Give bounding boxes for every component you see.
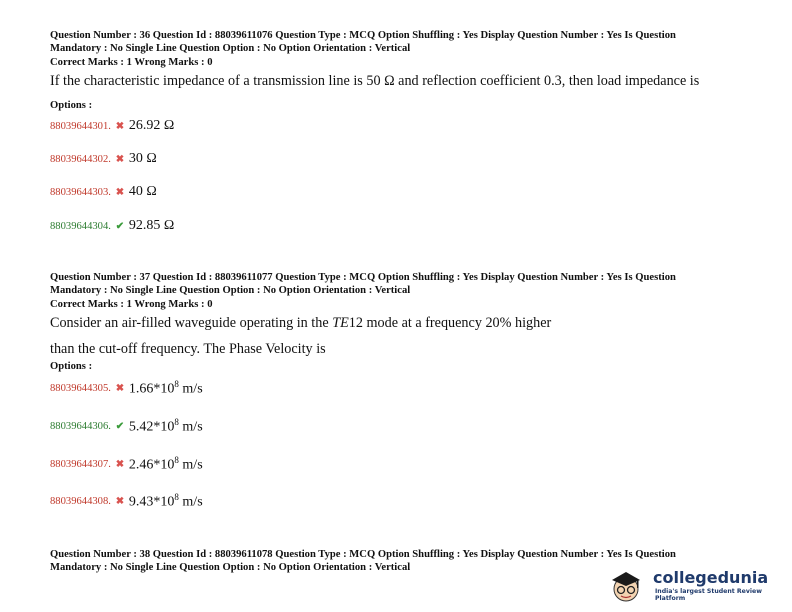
option-value: 40 Ω	[128, 184, 157, 199]
option-id: 88039644306.	[50, 420, 111, 432]
option-value: 92.85 Ω	[128, 218, 175, 233]
q36-options-label: Options :	[50, 100, 93, 111]
q37-meta-line1: Question Number : 37 Question Id : 88039611077 Question Type : MCQ Option Shuffling : Yes Display Question Number : Yes Is Question	[50, 272, 676, 283]
q36-option-1	[50, 117, 174, 135]
q37-option-2	[50, 417, 203, 435]
q36-meta-line1: Question Number : 36 Question Id : 88039611076 Question Type : MCQ Option Shuffling : Yes Display Question Number : Yes Is Question	[50, 30, 676, 41]
mascot-icon	[612, 572, 640, 601]
brand-tagline: India's largest Student Review Platform	[655, 588, 762, 602]
cross-mark-icon: ✖	[115, 120, 125, 132]
q37-question-text-line2: than the cut-off frequency. The Phase Velocity is	[50, 341, 326, 357]
q37-options-label: Options :	[50, 361, 93, 372]
option-value: $1.66*10^8$ m/s	[128, 378, 203, 397]
option-id: 88039644307.	[50, 458, 111, 470]
option-value: 26.92 Ω	[128, 118, 175, 133]
option-id: 88039644308.	[50, 495, 111, 507]
brand-name: collegedunia	[653, 568, 769, 587]
option-id: 88039644301.	[50, 120, 111, 132]
check-mark-icon: ✔	[115, 220, 125, 232]
option-id: 88039644305.	[50, 382, 111, 394]
q36-option-3	[50, 183, 157, 201]
q36-option-4	[50, 217, 174, 235]
q38-meta-line2: Mandatory : No Single Line Question Option : No Option Orientation : Vertical	[50, 562, 411, 573]
q36-marks: Correct Marks : 1 Wrong Marks : 0	[50, 57, 213, 68]
check-mark-icon: ✔	[115, 420, 125, 432]
cross-mark-icon: ✖	[115, 153, 125, 165]
option-value: $9.43*10^8$ m/s	[128, 491, 203, 510]
q38-meta-line1: Question Number : 38 Question Id : 88039611078 Question Type : MCQ Option Shuffling : Yes Display Question Number : Yes Is Question	[50, 549, 676, 560]
q37-meta-line2: Mandatory : No Single Line Question Option : No Option Orientation : Vertical	[50, 285, 411, 296]
q37-option-1	[50, 379, 203, 397]
q36-option-2	[50, 150, 157, 168]
cross-mark-icon: ✖	[115, 495, 125, 507]
option-id: 88039644303.	[50, 186, 111, 198]
option-value: $2.46*10^8$ m/s	[128, 454, 203, 473]
q36-question-text: If the characteristic impedance of a transmission line is 50 Ω and reflection coefficient 0.3, then load impedance is	[50, 73, 700, 89]
q37-option-4	[50, 492, 203, 510]
option-id: 88039644302.	[50, 153, 111, 165]
option-id: 88039644304.	[50, 220, 111, 232]
q37-marks: Correct Marks : 1 Wrong Marks : 0	[50, 299, 213, 310]
cross-mark-icon: ✖	[115, 458, 125, 470]
option-value: 30 Ω	[128, 151, 157, 166]
option-value: $5.42*10^8$ m/s	[128, 416, 203, 435]
q37-option-3	[50, 455, 203, 473]
q36-meta-line2: Mandatory : No Single Line Question Option : No Option Orientation : Vertical	[50, 43, 411, 54]
q37-question-text-line1: Consider an air-filled waveguide operating in the TE12 mode at a frequency 20% higher	[50, 315, 552, 331]
cross-mark-icon: ✖	[115, 186, 125, 198]
cross-mark-icon: ✖	[115, 382, 125, 394]
